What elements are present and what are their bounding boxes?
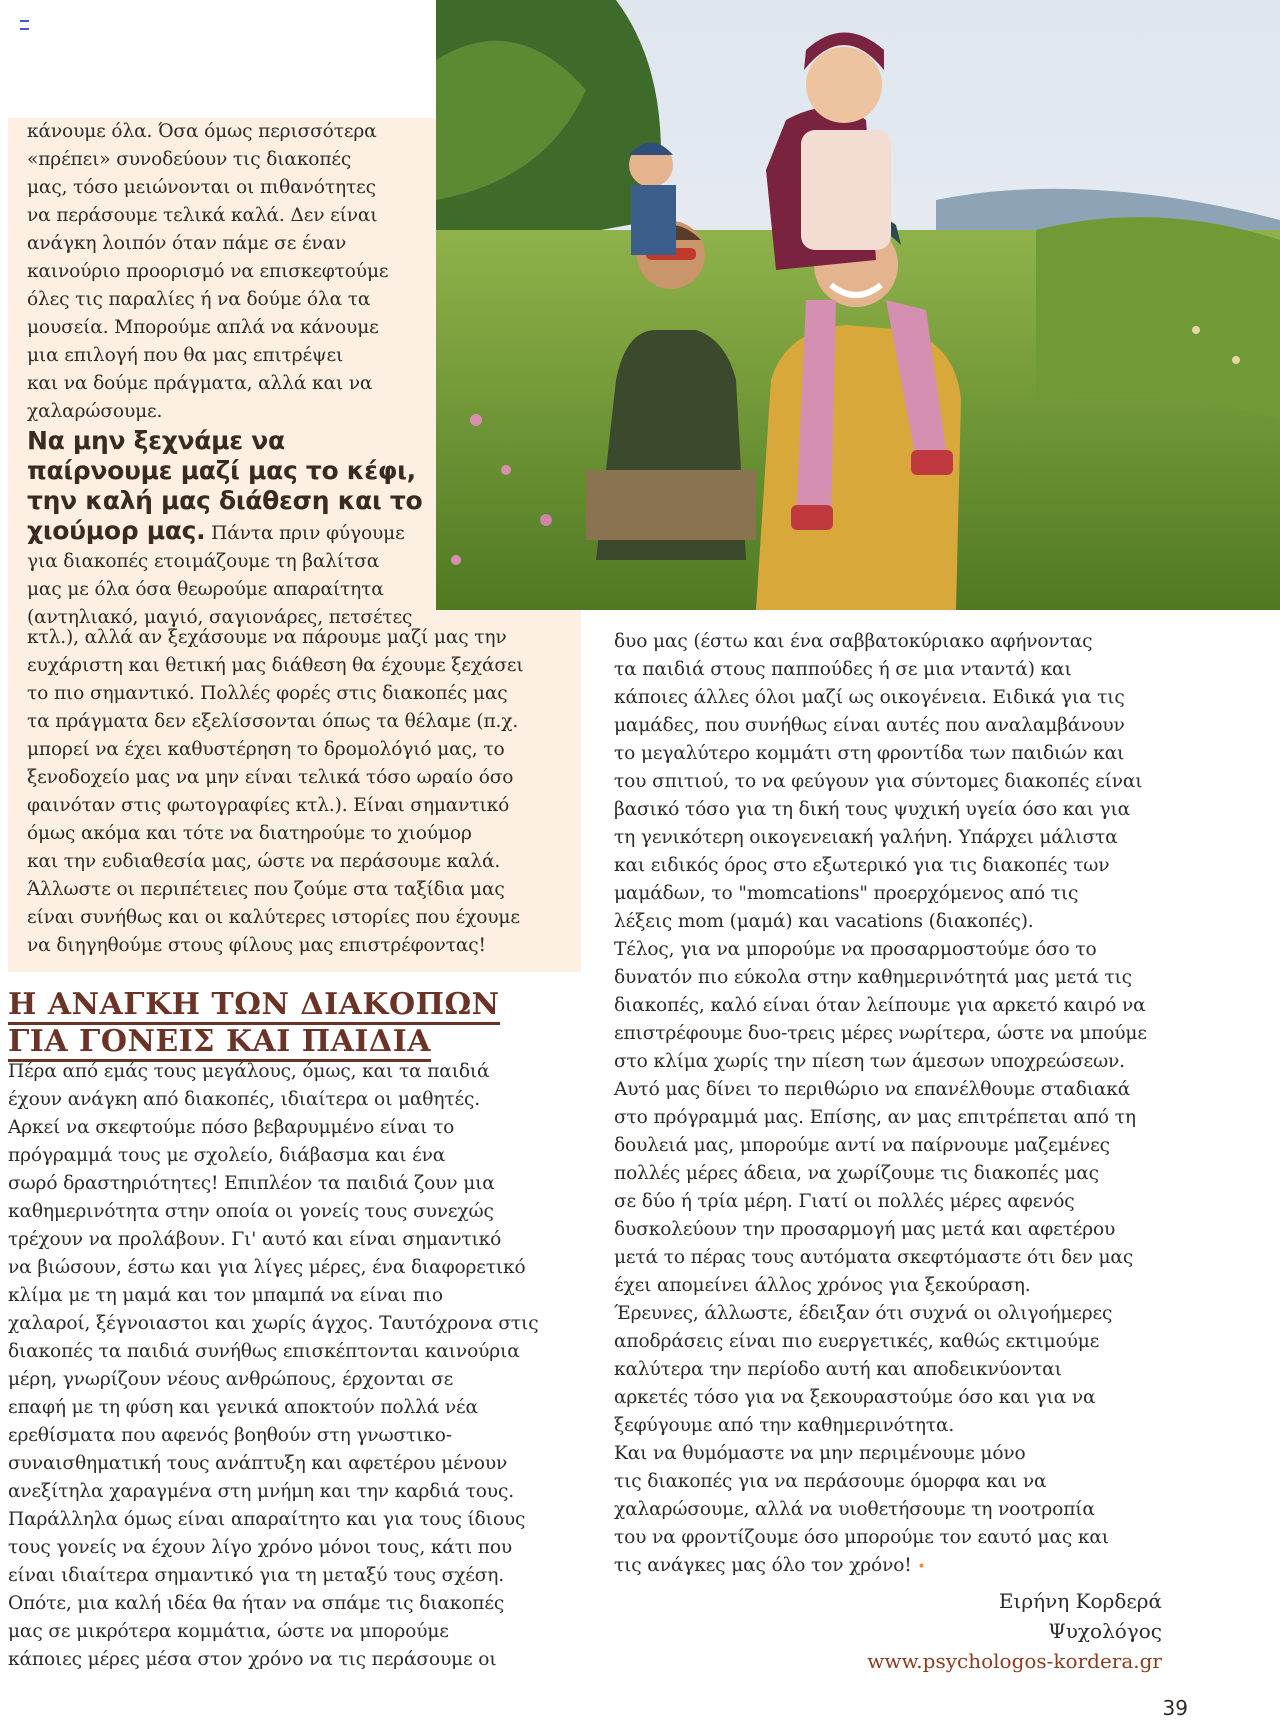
column1-bottom-text — [8, 1058, 578, 1674]
text-line: στο πρόγραμμά μας. Επίσης, αν μας επιτρέπεται από τη — [614, 1107, 1136, 1128]
text-line: έχει απομείνει άλλος χρόνος για ξεκούραση. — [614, 1275, 1031, 1296]
author-website-link[interactable]: www.psychologos-kordera.gr — [867, 1649, 1162, 1673]
text-line: μαμάδες, που συνήθως είναι αυτές που αναλαμβάνουν — [614, 715, 1125, 736]
text-line: ερεθίσματα που αφενός βοηθούν στη γνωστικο- — [8, 1425, 452, 1446]
text-line: επαφή με τη φύση και γενικά αποκτούν πολλά νέα — [8, 1397, 478, 1418]
text-line: φαινόταν στις φωτογραφίες κτλ.). Είναι σημαντικό — [27, 795, 510, 816]
text-line: Παράλληλα όμως είναι απαραίτητο και για τους ίδιους — [8, 1509, 526, 1530]
text-line: Αρκεί να σκεφτούμε πόσο βεβαρυμμένο είναι το — [8, 1117, 455, 1138]
column1-middle-text — [27, 624, 575, 960]
text-line: κάποιες μέρες μέσα στον χρόνο να τις περάσουμε οι — [8, 1649, 497, 1670]
text-line: συναισθηματική τους ανάπτυξη και αφετέρου μένουν — [8, 1453, 508, 1474]
text-line: το μεγαλύτερο κομμάτι στη φροντίδα των παιδιών και — [614, 743, 1125, 764]
text-line: τα παιδιά στους παππούδες ή σε μια νταντά) και — [614, 659, 1072, 680]
text-line: χαλαρώσουμε. — [27, 401, 163, 422]
text-line: ανεξίτηλα χαραγμένα στη μνήμη και την καρδιά τους. — [8, 1481, 514, 1502]
text-line-last — [614, 1552, 1170, 1581]
text-line: πρόγραμμά τους με σχολείο, διάβασμα και ένα — [8, 1145, 446, 1166]
text-line: Οπότε, μια καλή ιδέα θα ήταν να σπάμε τις διακοπές — [8, 1593, 505, 1614]
section-heading-line2: ΓΙΑ ΓΟΝΕΙΣ ΚΑΙ ΠΑΙΔΙΑ — [8, 1025, 431, 1062]
text-line: να περάσουμε τελικά καλά. Δεν είναι — [27, 205, 378, 226]
text-line: για διακοπές ετοιμάζουμε τη βαλίτσα — [27, 551, 380, 572]
text-line: μας, τόσο μειώνονται οι πιθανότητες — [27, 177, 376, 198]
text-line: κλίμα με τη μαμά και τον μπαμπά να είναι πιο — [8, 1285, 443, 1306]
text-line: κάποιες άλλες όλοι μαζί ως οικογένεια. Ειδικά για τις — [614, 687, 1125, 708]
text-line: δουλειά μας, μπορούμε αντί να παίρνουμε μαζεμένες — [614, 1135, 1110, 1156]
text-line: αποδράσεις είναι πιο ευεργετικές, καθώς εκτιμούμε — [614, 1331, 1100, 1352]
text-line: μια επιλογή που θα μας επιτρέψει — [27, 345, 344, 366]
text-line: να βιώσουν, έστω και για λίγες μέρες, ένα διαφορετικό — [8, 1257, 526, 1278]
text-line: Πέρα από εμάς τους μεγάλους, όμως, και τα παιδιά — [8, 1061, 490, 1082]
text-line: βασικό τόσο για τη δική τους ψυχική υγεία όσο και για — [614, 799, 1131, 820]
text-line: τρέχουν να προλάβουν. Γι' αυτό και είναι σημαντικό — [8, 1229, 502, 1250]
text-line: Τέλος, για να μπορούμε να προσαρμοστούμε όσο το — [614, 939, 1097, 960]
text-line: μουσεία. Μπορούμε απλά να κάνουμε — [27, 317, 379, 338]
text-line: Και να θυμόμαστε να μην περιμένουμε μόνο — [614, 1443, 1026, 1464]
text-line: σε δύο ή τρία μέρη. Γιατί οι πολλές μέρες αφενός — [614, 1191, 1075, 1212]
text-line: λέξεις mom (μαμά) και vacations (διακοπές). — [614, 911, 1034, 932]
text-line: τα πράγματα δεν εξελίσσονται όπως τα θέλαμε (π.χ. — [27, 711, 519, 732]
text-line: πολλές μέρες άδεια, να χωρίζουμε τις διακοπές μας — [614, 1163, 1099, 1184]
text-line: μέρη, γνωρίζουν νέους ανθρώπους, έρχονται σε — [8, 1369, 454, 1390]
text-line: είναι συνήθως και οι καλύτερες ιστορίες που έχουμε — [27, 907, 520, 928]
text-line: και να δούμε πράγματα, αλλά και να — [27, 373, 373, 394]
text-line: δυσκολεύουν την προσαρμογή μας μετά και αφετέρου — [614, 1219, 1116, 1240]
text-line: αρκετές τόσο για να ξεκουραστούμε όσο και για να — [614, 1387, 1096, 1408]
column1-top-text — [27, 118, 427, 632]
text-line: όλες τις παραλίες ή να δούμε όλα τα — [27, 289, 371, 310]
text-line: μετά το πέρας τους αυτόματα σκεφτόμαστε ότι δεν μας — [614, 1247, 1134, 1268]
text-line: μπορεί να έχει καθυστέρηση το δρομολόγιό μας, το — [27, 739, 505, 760]
text-line: και ειδικός όρος στο εξωτερικό για τις διακοπές των — [614, 855, 1110, 876]
text-line: είναι ιδιαίτερα σημαντικό για τη μεταξύ τους σχέση. — [8, 1565, 505, 1586]
text-line: ξεφύγουμε από την καθημερινότητα. — [614, 1415, 955, 1436]
text-line: Αυτό μας δίνει το περιθώριο να επανέλθουμε σταδιακά — [614, 1079, 1131, 1100]
text-line: ευχάριστη και θετική μας διάθεση θα έχουμε ξεχάσει — [27, 655, 524, 676]
text-line: καλύτερα την περίοδο αυτή και αποδεικνύονται — [614, 1359, 1062, 1380]
author-signature — [867, 1586, 1162, 1676]
lead-end: χιούμορ μας. — [27, 516, 206, 545]
text-line: μας με όλα όσα θεωρούμε απαραίτητα — [27, 579, 384, 600]
text-line: μας σε μικρότερα κομμάτια, ώστε να μπορούμε — [8, 1621, 449, 1642]
text-line: σωρό δραστηριότητες! Επιπλέον τα παιδιά ζουν μια — [8, 1173, 495, 1194]
section-heading-line1: Η ΑΝΑΓΚΗ ΤΩΝ ΔΙΑΚΟΠΩΝ — [8, 988, 500, 1025]
text-line: όμως ακόμα και τότε να διατηρούμε το χιούμορ — [27, 823, 472, 844]
text-line: και την ευδιαθεσία μας, ώστε να περάσουμε καλά. — [27, 851, 501, 872]
author-title: Ψυχολόγος — [1048, 1619, 1162, 1643]
text-line: του σπιτιού, το να φεύγουν για σύντομες διακοπές είναι — [614, 771, 1143, 792]
text-line: του να φροντίζουμε όσο μπορούμε τον εαυτό μας και — [614, 1527, 1109, 1548]
text-line: να διηγηθούμε στους φίλους μας επιστρέφοντας! — [27, 935, 486, 956]
text-line: μαμάδων, το "momcations" προερχόμενος από τις — [614, 883, 1079, 904]
lead-end-line — [27, 516, 427, 548]
text-line: τους γονείς να έχουν λίγο χρόνο μόνοι τους, κάτι που — [8, 1537, 513, 1558]
text-line: «πρέπει» συνοδεύουν τις διακοπές — [27, 149, 352, 170]
text-line: χαλαροί, ξέγνοιαστοι και χωρίς άγχος. Ταυτόχρονα στις — [8, 1313, 539, 1334]
text-line: ξενοδοχείο μας να μην είναι τελικά τόσο ωραίο όσο — [27, 767, 514, 788]
family-hiking-photo — [436, 0, 1280, 610]
text-line: τις διακοπές για να περάσουμε όμορφα και να — [614, 1471, 1047, 1492]
text-line: χαλαρώσουμε, αλλά να υιοθετήσουμε τη νοοτροπία — [614, 1499, 1095, 1520]
text-line: διακοπές τα παιδιά συνήθως επισκέπτονται καινούρια — [8, 1341, 520, 1362]
text-line: δυο μας (έστω και ένα σαββατοκύριακο αφήνοντας — [614, 631, 1093, 652]
text-line: επιστρέφουμε δυο-τρεις μέρες νωρίτερα, ώστε να μπούμε — [614, 1023, 1147, 1044]
end-bullet-icon: • — [917, 1559, 926, 1575]
lead-line: παίρνουμε μαζί μας το κέφι, — [27, 456, 416, 485]
menu-icon[interactable] — [20, 20, 29, 30]
text-line: καθημερινότητα στην οποία οι γονείς τους συνεχώς — [8, 1201, 494, 1222]
lead-line: Να μην ξεχνάμε να — [27, 426, 285, 455]
text-line: ανάγκη λοιπόν όταν πάμε σε έναν — [27, 233, 347, 254]
text-line: Έρευνες, άλλωστε, έδειξαν ότι συχνά οι ολιγοήμερες — [614, 1303, 1113, 1324]
text-line: καινούριο προορισμό να επισκεφτούμε — [27, 261, 389, 282]
last-line-text: τις ανάγκες μας όλο τον χρόνο! — [614, 1555, 912, 1576]
text-line: Άλλωστε οι περιπέτειες που ζούμε στα ταξίδια μας — [27, 879, 505, 900]
after-lead: Πάντα πριν φύγουμε — [205, 523, 405, 544]
column2-text — [614, 628, 1170, 1581]
lead-line: την καλή μας διάθεση και το — [27, 486, 423, 515]
text-line: έχουν ανάγκη από διακοπές, ιδιαίτερα οι μαθητές. — [8, 1089, 480, 1110]
text-line: στο κλίμα χωρίς την πίεση των άμεσων υποχρεώσεων. — [614, 1051, 1125, 1072]
page-number: 39 — [1162, 1696, 1188, 1720]
text-line: δυνατόν πιο εύκολα στην καθημερινότητά μας μετά τις — [614, 967, 1132, 988]
text-line: κτλ.), αλλά αν ξεχάσουμε να πάρουμε μαζί μας την — [27, 627, 507, 648]
section-heading — [8, 988, 568, 1062]
author-name: Ειρήνη Κορδερά — [998, 1589, 1162, 1613]
text-line: κάνουμε όλα. Όσα όμως περισσότερα — [27, 121, 377, 142]
text-line: (αντηλιακό, μαγιό, σαγιονάρες, πετσέτες — [27, 607, 413, 628]
text-line: τη γενικότερη οικογενειακή γαλήνη. Υπάρχει μάλιστα — [614, 827, 1118, 848]
text-line: διακοπές, καλό είναι όταν λείπουμε για αρκετό καιρό να — [614, 995, 1146, 1016]
text-line: το πιο σημαντικό. Πολλές φορές στις διακοπές μας — [27, 683, 508, 704]
